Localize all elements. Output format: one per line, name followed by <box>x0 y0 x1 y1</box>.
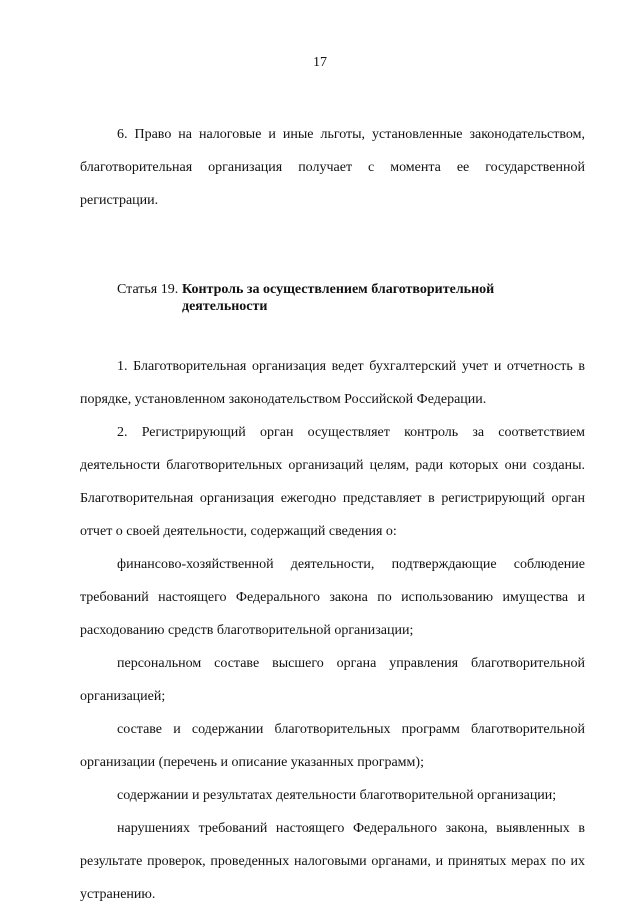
paragraph-accounting: 1. Благотворительная организация ведет бухгалтерский учет и отчетность в порядке, установленном законодательством Российской Федерации. <box>80 359 585 407</box>
page-number: 17 <box>313 55 327 70</box>
list-item-financial: финансово-хозяйственной деятельности, подтверждающие соблюдение требований настоящего Федерального закона по использованию имущества и расходованию средств благотворительной организации; <box>80 557 585 638</box>
spacer <box>80 217 585 251</box>
list-item-programs: составе и содержании благотворительных программ благотворительной организации (перечень и описание указанных программ); <box>80 722 585 770</box>
article-label: Статья 19. <box>117 282 179 297</box>
paragraph-tax-benefits: 6. Право на налоговые и иные льготы, установленные законодательством, благотворительная организация получает с момента ее государственной регистрации. <box>80 127 585 208</box>
article-title-wrap <box>182 281 502 315</box>
paragraph-control: 2. Регистрирующий орган осуществляет контроль за соответствием деятельности благотворительных организаций целям, ради которых они созданы. Благотворительная организация ежегодно представляет в регистрирующий орган отчет о своей деятельности, содержащий сведения о: <box>80 425 585 539</box>
list-item-results: содержании и результатах деятельности благотворительной организации; <box>117 788 557 803</box>
document-body <box>80 118 585 911</box>
article-heading <box>80 281 585 332</box>
list-item-violations: нарушениях требований настоящего Федерального закона, выявленных в результате проверок, проведенных налоговыми органами, и принятых мерах по их устранению. <box>80 821 585 902</box>
list-item-personnel: персональном составе высшего органа управления благотворительной организацией; <box>80 656 585 704</box>
article-title: Контроль за осуществлением благотворительной деятельности <box>182 282 495 314</box>
